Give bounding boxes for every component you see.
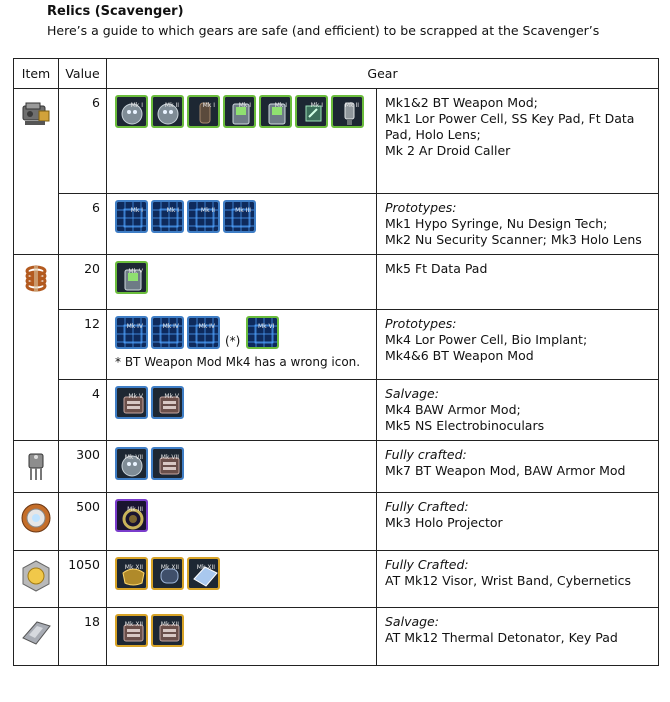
value-cell: 6: [59, 89, 107, 194]
gear-icon: [331, 95, 364, 128]
description-line: Mk1 Hypo Syringe, Nu Design Tech;: [385, 216, 608, 231]
description-line: Mk7 BT Weapon Mod, BAW Armor Mod: [385, 463, 626, 478]
description-line: Mk4 BAW Armor Mod;: [385, 402, 521, 417]
gear-icons-cell: [107, 441, 377, 493]
gear-icon: [151, 95, 184, 128]
gear-mk-label: Mk III: [127, 506, 143, 513]
description-line: Mk2 Nu Security Scanner; Mk3 Holo Lens: [385, 232, 642, 247]
gear-icon: [246, 316, 279, 349]
description-line: Mk5 NS Electrobinoculars: [385, 418, 545, 433]
gear-description: [377, 608, 659, 666]
gear-icon: [115, 95, 148, 128]
value-cell: 20: [59, 255, 107, 310]
table-row: [14, 255, 659, 310]
gear-mk-label: Mk IV: [162, 323, 179, 330]
coil-relic-icon: [19, 263, 53, 297]
gear-mk-label: Mk II: [344, 102, 359, 109]
description-category: Fully crafted:: [385, 447, 467, 462]
description-category: Fully Crafted:: [385, 499, 469, 514]
table-row: [14, 441, 659, 493]
gear-icon: [187, 557, 220, 590]
gear-icon: [151, 386, 184, 419]
gear-mk-label: Mk III: [235, 207, 251, 214]
table-row: [14, 380, 659, 441]
gear-mk-label: Mk I: [130, 207, 143, 214]
relic-icon-cell: [14, 89, 59, 255]
wrong-icon-note: * BT Weapon Mod Mk4 has a wrong icon.: [115, 355, 361, 369]
description-line: Mk1&2 BT Weapon Mod;: [385, 95, 538, 110]
relic-icon-cell: [14, 441, 59, 493]
gear-icon: [295, 95, 328, 128]
gear-icon: [115, 200, 148, 233]
gear-description: [377, 551, 659, 608]
gear-mk-label: Mk I: [238, 102, 251, 109]
gear-mk-label: Mk VI: [257, 323, 275, 330]
page-heading: Relics (Scavenger): [47, 4, 184, 19]
gear-icon: [223, 200, 256, 233]
value-cell: 500: [59, 493, 107, 551]
gear-icons-cell: [107, 310, 377, 380]
relic-icon-cell: [14, 608, 59, 666]
description-line: Pad, Holo Lens;: [385, 127, 481, 142]
gear-icon: [115, 316, 148, 349]
transistor-relic-icon: [19, 449, 53, 483]
asterisk-marker: (*): [225, 334, 241, 348]
intro-text: Here’s a guide to which gears are safe (and efficient) to be scrapped at the Scavenger’s: [47, 23, 600, 38]
description-category: Salvage:: [385, 614, 439, 629]
gear-mk-label: Mk I: [166, 207, 179, 214]
table-row: [14, 551, 659, 608]
gear-description: [377, 89, 659, 194]
gear-icon: [259, 95, 292, 128]
gear-icon: [151, 557, 184, 590]
gear-mk-label: Mk I: [310, 102, 323, 109]
gear-mk-label: Mk II: [164, 102, 179, 109]
table-header-row: [14, 59, 659, 89]
gear-mk-label: Mk II: [200, 207, 215, 214]
gear-mk-label: Mk V: [128, 268, 143, 275]
gear-mk-label: Mk XII: [124, 621, 143, 628]
table-row: [14, 89, 659, 194]
gear-icons-cell: [107, 380, 377, 441]
column-header-gear: Gear: [107, 59, 659, 89]
gear-icons-cell: [107, 551, 377, 608]
gear-description: [377, 441, 659, 493]
description-category: Salvage:: [385, 386, 439, 401]
description-line: Mk 2 Ar Droid Caller: [385, 143, 511, 158]
gear-mk-label: Mk I: [130, 102, 143, 109]
relics-table: [13, 58, 659, 666]
gear-icon: [115, 447, 148, 480]
value-cell: 300: [59, 441, 107, 493]
gear-description: [377, 194, 659, 255]
description-category: Prototypes:: [385, 200, 457, 215]
core-relic-icon: [19, 501, 53, 535]
table-row: [14, 310, 659, 380]
gear-mk-label: Mk VII: [124, 454, 143, 461]
gear-icon: [151, 447, 184, 480]
gear-mk-label: Mk XII: [124, 564, 143, 571]
gear-mk-label: Mk IV: [126, 323, 143, 330]
gear-description: [377, 310, 659, 380]
gear-icons-cell: [107, 608, 377, 666]
gear-mk-label: Mk XII: [160, 564, 179, 571]
value-cell: 6: [59, 194, 107, 255]
column-header-value: Value: [59, 59, 107, 89]
description-category: Prototypes:: [385, 316, 457, 331]
column-header-item: Item: [14, 59, 59, 89]
value-cell: 18: [59, 608, 107, 666]
gear-description: [377, 380, 659, 441]
scrap-relic-icon: [19, 97, 53, 131]
gear-icons-cell: [107, 89, 377, 194]
gear-icon: [115, 261, 148, 294]
gear-mk-label: Mk VII: [160, 454, 179, 461]
gear-description: [377, 255, 659, 310]
description-line: Mk3 Holo Projector: [385, 515, 503, 530]
gear-icon: [151, 316, 184, 349]
description-line: Mk4 Lor Power Cell, Bio Implant;: [385, 332, 588, 347]
gear-mk-label: Mk XII: [196, 564, 215, 571]
gear-icon: [115, 499, 148, 532]
gear-icons-cell: [107, 194, 377, 255]
relic-icon-cell: [14, 493, 59, 551]
table-row: [14, 194, 659, 255]
gear-icons-cell: [107, 255, 377, 310]
gear-mk-label: Mk V: [164, 393, 179, 400]
gear-icon: [151, 614, 184, 647]
gear-mk-label: Mk IV: [198, 323, 215, 330]
description-line: AT Mk12 Thermal Detonator, Key Pad: [385, 630, 618, 645]
gear-icon: [187, 316, 220, 349]
gear-mk-label: Mk I: [202, 102, 215, 109]
relic-icon-cell: [14, 255, 59, 441]
gear-description: [377, 493, 659, 551]
gear-icon: [115, 386, 148, 419]
description-line: Mk4&6 BT Weapon Mod: [385, 348, 534, 363]
gear-icons-cell: [107, 493, 377, 551]
value-cell: 12: [59, 310, 107, 380]
orb-relic-icon: [19, 559, 53, 593]
value-cell: 4: [59, 380, 107, 441]
gear-icon: [115, 557, 148, 590]
description-line: Mk1 Lor Power Cell, SS Key Pad, Ft Data: [385, 111, 635, 126]
gear-mk-label: Mk XII: [160, 621, 179, 628]
gear-icon: [115, 614, 148, 647]
gear-icon: [223, 95, 256, 128]
description-line: AT Mk12 Visor, Wrist Band, Cybernetics: [385, 573, 631, 588]
gear-mk-label: Mk I: [274, 102, 287, 109]
gear-icon: [187, 200, 220, 233]
description-category: Fully Crafted:: [385, 557, 469, 572]
gear-icon: [187, 95, 220, 128]
table-row: [14, 493, 659, 551]
relic-icon-cell: [14, 551, 59, 608]
description-line: Mk5 Ft Data Pad: [385, 261, 488, 276]
value-cell: 1050: [59, 551, 107, 608]
shard-relic-icon: [19, 616, 53, 650]
gear-icon: [151, 200, 184, 233]
table-row: [14, 608, 659, 666]
gear-mk-label: Mk V: [128, 393, 143, 400]
